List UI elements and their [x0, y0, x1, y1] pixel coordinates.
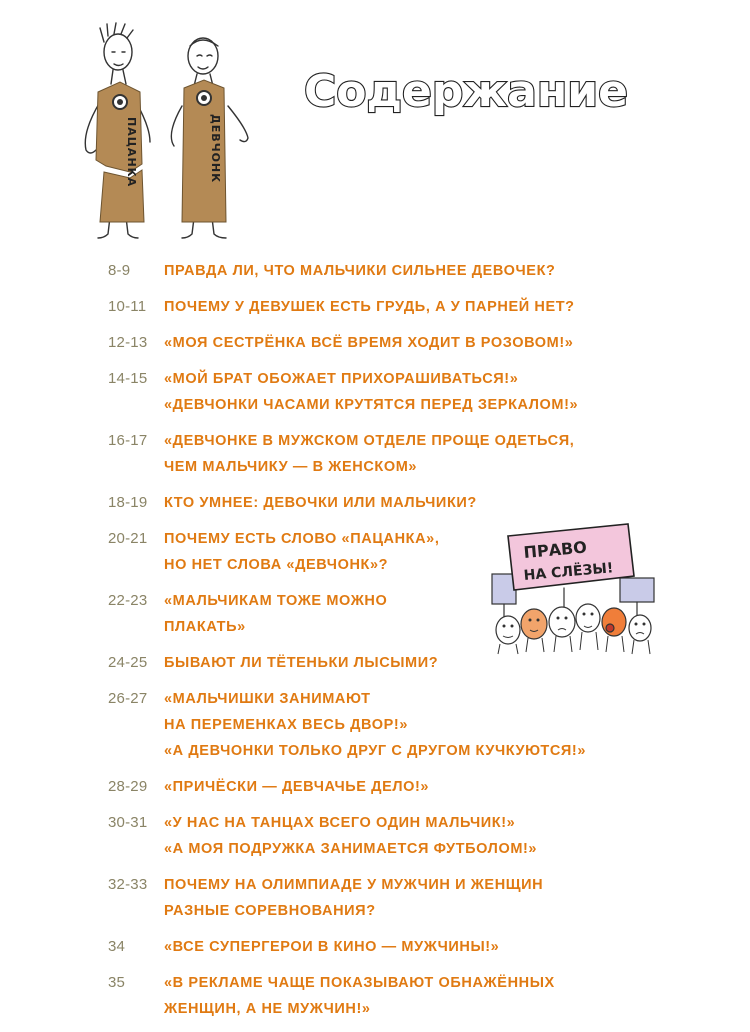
tag-left-text: ПАЦАНКА — [125, 117, 138, 188]
toc-entry-line: «В РЕКЛАМЕ ЧАЩЕ ПОКАЗЫВАЮТ ОБНАЖЁННЫХ — [164, 975, 555, 991]
table-of-contents — [108, 258, 728, 1032]
toc-entry[interactable] — [108, 970, 728, 1022]
toc-entry-title — [164, 872, 728, 924]
toc-entry-line: «ДЕВЧОНКЕ В МУЖСКОМ ОТДЕЛЕ ПРОЩЕ ОДЕТЬСЯ, — [164, 433, 575, 449]
toc-page-number: 14-15 — [108, 370, 148, 387]
toc-entry-title — [164, 330, 728, 356]
toc-page-number: 26-27 — [108, 690, 148, 707]
toc-entry[interactable] — [108, 650, 728, 676]
toc-entry-line: «А МОЯ ПОДРУЖКА ЗАНИМАЕТСЯ ФУТБОЛОМ!» — [164, 841, 538, 857]
toc-entry-line: КТО УМНЕЕ: ДЕВОЧКИ ИЛИ МАЛЬЧИКИ? — [164, 495, 477, 511]
toc-entry[interactable] — [108, 526, 728, 578]
page-title — [300, 60, 628, 120]
toc-entry-title — [164, 686, 728, 764]
toc-entry-line: НА ПЕРЕМЕНКАХ ВЕСЬ ДВОР!» — [164, 717, 408, 733]
toc-entry[interactable] — [108, 588, 728, 640]
toc-entry-title — [164, 588, 728, 640]
toc-page-number: 28-29 — [108, 778, 148, 795]
toc-page-number: 30-31 — [108, 814, 148, 831]
toc-page-number: 34 — [108, 938, 126, 955]
toc-entry-line: НО НЕТ СЛОВА «ДЕВЧОНК»? — [164, 557, 389, 573]
toc-page-number: 35 — [108, 974, 126, 991]
toc-entry-title — [164, 258, 728, 284]
toc-entry[interactable] — [108, 810, 728, 862]
toc-entry-line: ЧЕМ МАЛЬЧИКУ — В ЖЕНСКОМ» — [164, 459, 418, 475]
toc-entry-title — [164, 810, 728, 862]
toc-page-number: 20-21 — [108, 530, 148, 547]
toc-entry[interactable] — [108, 294, 728, 320]
toc-page-number: 10-11 — [108, 298, 147, 315]
toc-entry-title — [164, 934, 728, 960]
toc-entry[interactable] — [108, 774, 728, 800]
toc-entry[interactable] — [108, 872, 728, 924]
toc-entry-line: «МАЛЬЧИШКИ ЗАНИМАЮТ — [164, 691, 371, 707]
toc-entry-line: ПОЧЕМУ НА ОЛИМПИАДЕ У МУЖЧИН И ЖЕНЩИН — [164, 877, 544, 893]
toc-page-number: 8-9 — [108, 262, 131, 279]
toc-page-number: 22-23 — [108, 592, 148, 609]
toc-entry[interactable] — [108, 330, 728, 356]
toc-entry-line: БЫВАЮТ ЛИ ТЁТЕНЬКИ ЛЫСЫМИ? — [164, 655, 439, 671]
toc-entry-line: РАЗНЫЕ СОРЕВНОВАНИЯ? — [164, 903, 376, 919]
toc-entry-title — [164, 970, 728, 1022]
toc-entry[interactable] — [108, 258, 728, 284]
toc-entry-title — [164, 650, 728, 676]
toc-page-number: 32-33 — [108, 876, 148, 893]
toc-entry-title — [164, 294, 728, 320]
toc-entry-line: «ДЕВЧОНКИ ЧАСАМИ КРУТЯТСЯ ПЕРЕД ЗЕРКАЛОМ!» — [164, 397, 579, 413]
toc-entry-title — [164, 526, 728, 578]
toc-entry-title — [164, 366, 728, 418]
toc-page-number: 18-19 — [108, 494, 148, 511]
toc-entry[interactable] — [108, 934, 728, 960]
toc-entry-line: ПРАВДА ЛИ, ЧТО МАЛЬЧИКИ СИЛЬНЕЕ ДЕВОЧЕК? — [164, 263, 556, 279]
tagged-figures-illustration — [70, 22, 270, 247]
toc-entry[interactable] — [108, 686, 728, 764]
toc-entry-title — [164, 774, 728, 800]
toc-entry-line: ЖЕНЩИН, А НЕ МУЖЧИН!» — [164, 1001, 371, 1017]
toc-entry-line: ПОЧЕМУ ЕСТЬ СЛОВО «ПАЦАНКА», — [164, 531, 440, 547]
toc-entry-line: «МОЯ СЕСТРЁНКА ВСЁ ВРЕМЯ ХОДИТ В РОЗОВОМ!» — [164, 335, 574, 351]
toc-entry-line: «МАЛЬЧИКАМ ТОЖЕ МОЖНО — [164, 593, 388, 609]
toc-entry-line: «А ДЕВЧОНКИ ТОЛЬКО ДРУГ С ДРУГОМ КУЧКУЮТСЯ!» — [164, 743, 586, 759]
toc-entry-line: «ВСЕ СУПЕРГЕРОИ В КИНО — МУЖЧИНЫ!» — [164, 939, 500, 955]
toc-entry[interactable] — [108, 490, 728, 516]
toc-page-number: 12-13 — [108, 334, 148, 351]
toc-entry-line: «МОЙ БРАТ ОБОЖАЕТ ПРИХОРАШИВАТЬСЯ!» — [164, 371, 519, 387]
page-title-text: Содержание — [304, 66, 628, 117]
protest-sign-line1: ПРАВО — [522, 537, 588, 562]
toc-page-number: 16-17 — [108, 432, 148, 449]
toc-entry-line: ПОЧЕМУ У ДЕВУШЕК ЕСТЬ ГРУДЬ, А У ПАРНЕЙ НЕТ? — [164, 299, 575, 315]
toc-entry-line: «У НАС НА ТАНЦАХ ВСЕГО ОДИН МАЛЬЧИК!» — [164, 815, 516, 831]
toc-entry-title — [164, 490, 728, 516]
tag-right-text: ДЕВЧОНК — [209, 114, 222, 184]
toc-entry[interactable] — [108, 366, 728, 418]
toc-entry[interactable] — [108, 428, 728, 480]
toc-entry-line: ПЛАКАТЬ» — [164, 619, 246, 635]
toc-entry-line: «ПРИЧЁСКИ — ДЕВЧАЧЬЕ ДЕЛО!» — [164, 779, 430, 795]
toc-page-number: 24-25 — [108, 654, 148, 671]
protest-sign-line2: НА СЛЁЗЫ! — [523, 560, 614, 584]
toc-entry-title — [164, 428, 728, 480]
